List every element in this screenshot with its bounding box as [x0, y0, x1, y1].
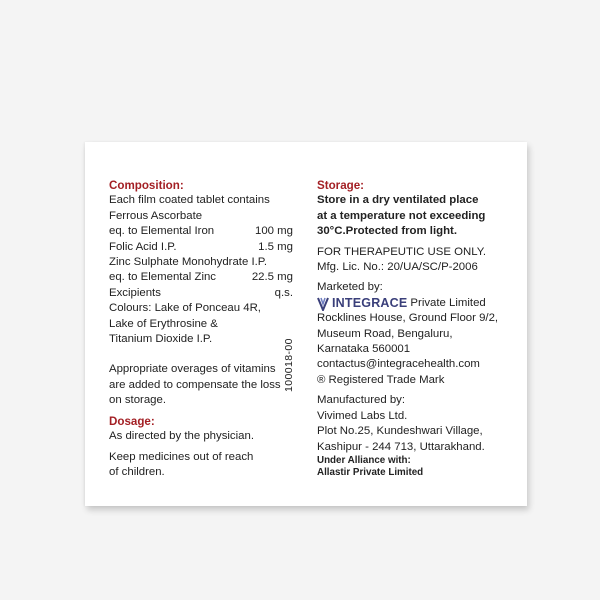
mfg-licence: Mfg. Lic. No.: 20/UA/SC/P-2006	[317, 261, 478, 274]
ferrous-ascorbate: Ferrous Ascorbate	[109, 209, 203, 222]
warning-line-2: of children.	[109, 465, 165, 478]
left-column	[109, 178, 299, 480]
brand-name: INTEGRACE	[332, 295, 408, 310]
folic-label: Folic Acid I.P.	[109, 240, 177, 253]
alliance-label: Under Alliance with:	[317, 454, 411, 466]
composition-intro: Each film coated tablet contains	[109, 194, 270, 207]
right-column	[317, 178, 517, 479]
trademark-note: ® Registered Trade Mark	[317, 373, 445, 386]
iron-row	[109, 224, 299, 239]
excipients-label: Excipients	[109, 286, 161, 299]
colours-line-3: Titanium Dioxide I.P.	[109, 333, 213, 346]
manufactured-label: Manufactured by:	[317, 394, 406, 407]
marketed-label: Marketed by:	[317, 281, 383, 294]
manufacturer-address-1: Plot No.25, Kundeshwari Village,	[317, 425, 483, 438]
storage-line-2: at a temperature not exceeding	[317, 209, 486, 222]
marketer-address-3: Karnataka 560001	[317, 343, 411, 356]
colours-line-2: Lake of Erythrosine &	[109, 317, 218, 330]
manufacturer-company: Vivimed Labs Ltd.	[317, 409, 408, 422]
composition-heading: Composition:	[109, 179, 184, 192]
zinc-sulphate: Zinc Sulphate Monohydrate I.P.	[109, 256, 268, 269]
storage-heading: Storage:	[317, 179, 365, 192]
colours-line-1: Colours: Lake of Ponceau 4R,	[109, 302, 261, 315]
folic-value: 1.5 mg	[258, 240, 293, 253]
brand-line	[317, 296, 517, 311]
batch-code: 100018-00	[283, 338, 295, 392]
marketer-address-1: Rocklines House, Ground Floor 9/2,	[317, 312, 499, 325]
warning-line-1: Keep medicines out of reach	[109, 450, 254, 463]
manufacturer-address-2: Kashipur - 244 713, Uttarakhand.	[317, 440, 485, 453]
storage-line-1: Store in a dry ventilated place	[317, 194, 479, 207]
marketer-address-2: Museum Road, Bengaluru,	[317, 327, 453, 340]
overage-line-2: are added to compensate the loss	[109, 378, 281, 391]
folic-row	[109, 240, 299, 255]
brand-suffix: Private Limited	[410, 296, 486, 309]
label-panel	[85, 142, 527, 506]
dosage-text: As directed by the physician.	[109, 430, 254, 443]
iron-label: eq. to Elemental Iron	[109, 225, 215, 238]
overage-line-1: Appropriate overages of vitamins	[109, 363, 276, 376]
iron-value: 100 mg	[255, 225, 293, 238]
excipients-row	[109, 286, 299, 301]
overage-line-3: on storage.	[109, 394, 166, 407]
therapeutic-use: FOR THERAPEUTIC USE ONLY.	[317, 245, 486, 258]
integrace-logo-icon	[317, 297, 329, 311]
marketer-email: contactus@integracehealth.com	[317, 358, 480, 371]
storage-line-3: 30°C.Protected from light.	[317, 225, 457, 238]
alliance-company: Allastir Private Limited	[317, 466, 424, 478]
excipients-value: q.s.	[274, 286, 293, 299]
dosage-heading: Dosage:	[109, 414, 155, 428]
zinc-label: eq. to Elemental Zinc	[109, 271, 216, 284]
zinc-value: 22.5 mg	[251, 271, 293, 284]
zinc-row	[109, 270, 299, 285]
